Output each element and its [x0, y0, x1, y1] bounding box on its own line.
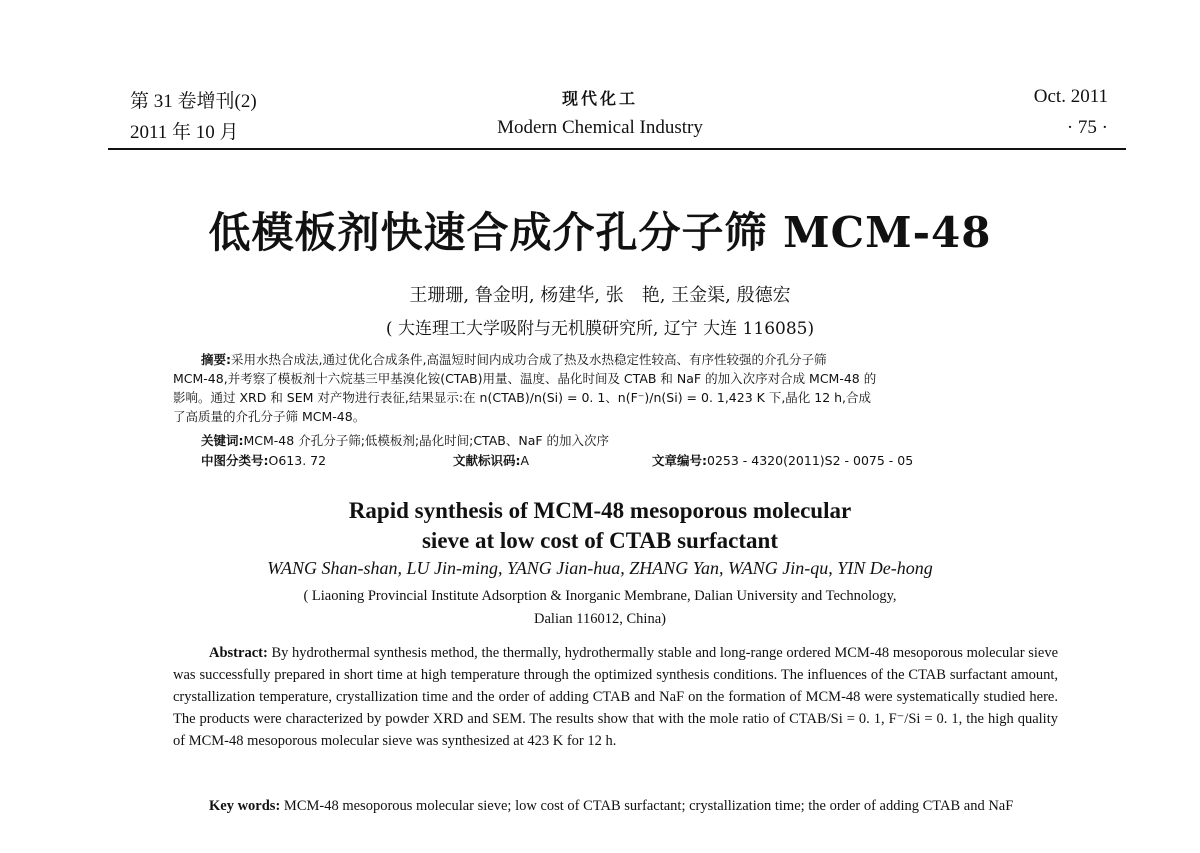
abstract-cn — [173, 350, 876, 426]
keywords-en-text: MCM-48 mesoporous molecular sieve; low cost of CTAB surfactant; crystallization time; the order of adding CTAB and NaF — [283, 798, 1014, 814]
keywords-cn — [201, 431, 609, 450]
page-number: · 75 · — [1066, 117, 1108, 138]
journal-name-en: Modern Chemical Industry — [497, 117, 703, 138]
issue-date-en: Oct. 2011 — [1033, 86, 1108, 107]
keywords-en — [173, 795, 1058, 817]
abstract-cn-line: 采用水热合成法,通过优化合成条件,高温短时间内成功合成了热及水热稳定性较高、有序性较强的介孔分子筛 — [231, 352, 827, 367]
affiliation-en: ( Liaoning Provincial Institute Adsorption & Inorganic Membrane, Dalian University and Technology, Dalian 116012, China) — [303, 588, 897, 627]
document-code: 文献标识码:A — [453, 453, 530, 468]
abstract-cn-line: MCM-48,并考察了模板剂十六烷基三甲基溴化铵(CTAB)用量、温度、晶化时间及 CTAB 和 NaF 的加入次序对合成 MCM-48 的 — [173, 371, 877, 386]
title-cn: 低模板剂快速合成介孔分子筛 MCM-48 — [208, 208, 992, 257]
clc-number: 中图分类号:O613. 72 — [201, 453, 327, 468]
abstract-en — [173, 642, 1058, 752]
keywords-cn-text: MCM-48 介孔分子筛;低模板剂;晶化时间;CTAB、NaF 的加入次序 — [243, 433, 610, 448]
authors-en: WANG Shan-shan, LU Jin-ming, YANG Jian-hua, ZHANG Yan, WANG Jin-qu, YIN De-hong — [267, 558, 933, 578]
title-en — [0, 496, 1200, 556]
affiliation-cn: ( 大连理工大学吸附与无机膜研究所, 辽宁 大连 116085) — [385, 319, 815, 339]
abstract-en-label: Abstract: — [209, 645, 268, 661]
title-en-line: Rapid synthesis of MCM-48 mesoporous molecular — [348, 498, 852, 523]
volume-info: 第 31 卷增刊(2) — [130, 91, 257, 112]
abstract-en-text: By hydrothermal synthesis method, the thermally, hydrothermally stable and long-range ordered MCM-48 mesoporous molecular sieve was successfully prepared in short time at high temperature through the optimized synthesis conditions. The influences of the CTAB surfactant amount, crystallization temperature, crystallization time and the order of adding CTAB and NaF on the formation of MCM-48 were systematically studied here. The products were characterized by powder XRD and SEM. The results show that with the mole ratio of CTAB/Si = 0. 1, F⁻/Si = 0. 1, the high quality of MCM-48 mesoporous molecular sieve was synthesized at 423 K for 12 h. — [173, 645, 1058, 749]
keywords-en-label: Key words: — [209, 798, 281, 814]
abstract-cn-line: 影响。通过 XRD 和 SEM 对产物进行表征,结果显示:在 n(CTAB)/n(Si) = 0. 1、n(F⁻)/n(Si) = 0. 1,423 K 下,晶化 12 h,合成 — [173, 390, 872, 405]
issue-date-cn: 2011 年 10 月 — [130, 122, 239, 143]
article-number: 文章编号:0253 - 4320(2011)S2 - 0075 - 05 — [652, 453, 914, 468]
header-rule — [108, 148, 1126, 150]
title-en-line: sieve at low cost of CTAB surfactant — [421, 528, 779, 553]
abstract-cn-label: 摘要: — [201, 352, 231, 367]
keywords-cn-label: 关键词: — [201, 433, 244, 448]
abstract-cn-line: 了高质量的介孔分子筛 MCM-48。 — [173, 409, 366, 424]
journal-name-cn: 现代化工 — [561, 89, 638, 108]
authors-cn: 王珊珊, 鲁金明, 杨建华, 张 艳, 王金渠, 殷德宏 — [409, 285, 791, 306]
